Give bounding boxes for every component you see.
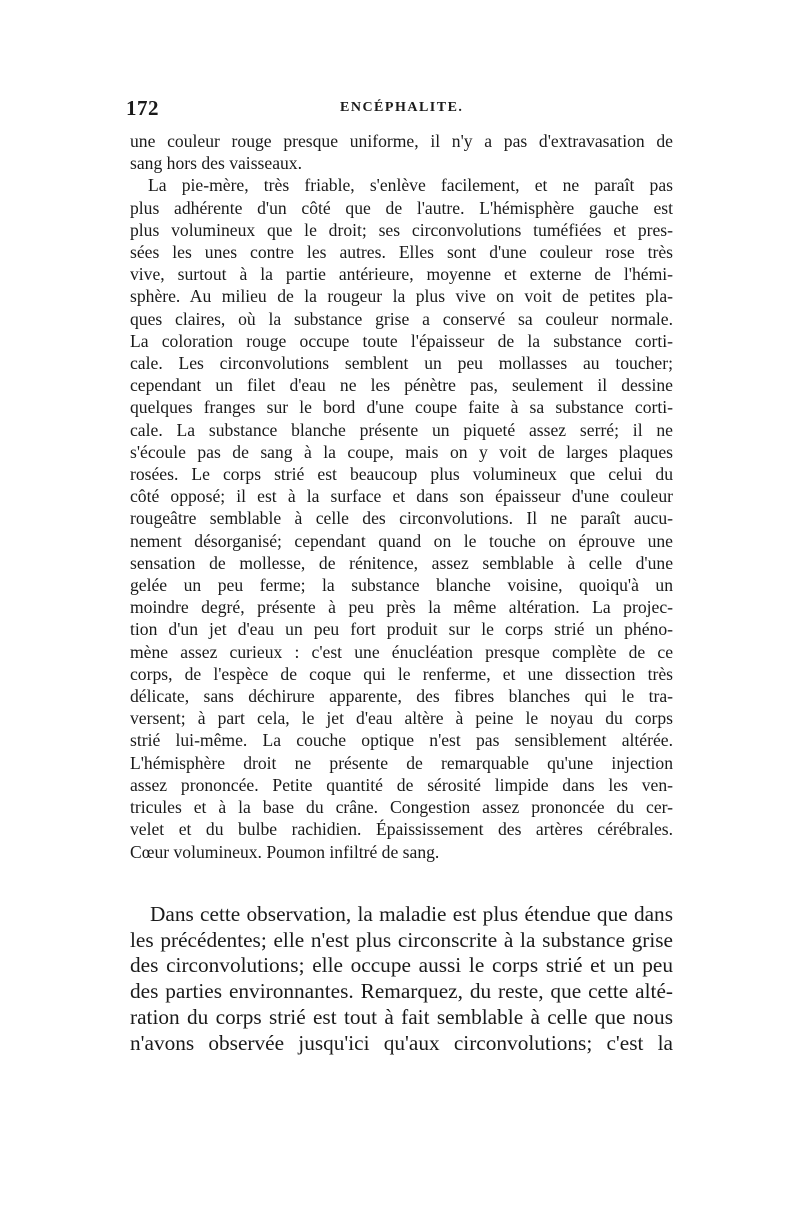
text-line: les précédentes; elle n'est plus circonscrite à la substance grise [130,927,673,952]
text-line: corps, de l'espèce de coque qui le renferme, et une dissection très [130,663,673,684]
text-line: délicate, sans déchirure apparente, des fibres blanches qui le tra- [130,686,673,707]
text-line: n'avons observée jusqu'ici qu'aux circonvolutions; c'est la [130,1030,673,1055]
text-line: versent; à part cela, le jet d'eau altère à peine le noyau du corps [130,708,673,729]
text-line: rosées. Le corps strié est beaucoup plus volumineux que celui du [130,464,673,485]
page-number: 172 [126,96,159,120]
text-line: sphère. Au milieu de la rougeur la plus vive on voit de petites pla- [130,286,673,307]
text-line: strié lui-même. La couche optique n'est pas sensiblement altérée. [130,730,673,751]
text-line: plus adhérente d'un côté que de l'autre. L'hémisphère gauche est [130,197,673,218]
text-line: tion d'un jet d'eau un peu fort produit sur le corps strié un phéno- [130,619,673,640]
text-line: cependant un filet d'eau ne les pénètre pas, seulement il dessine [130,375,673,396]
text-line: gelée un peu ferme; la substance blanche voisine, quoiqu'à un [130,575,673,596]
text-line: des parties environnantes. Remarquez, du reste, que cette alté- [130,979,673,1004]
text-line: une couleur rouge presque uniforme, il n'y a pas d'extravasation de [130,131,673,151]
text-line: Cœur volumineux. Poumon infiltré de sang. [130,841,440,862]
text-line: Dans cette observation, la maladie est plus étendue que dans [150,902,673,926]
text-line: cale. Les circonvolutions semblent un peu mollasses au toucher; [130,353,673,374]
text-line: sang hors des vaisseaux. [130,153,302,174]
text-line: moindre degré, présente à peu près la même altération. La projec- [130,597,673,618]
text-line: sées les unes contre les autres. Elles sont d'une couleur rose très [130,242,673,263]
text-line: nement désorganisé; cependant quand on le touche on éprouve une [130,530,673,551]
text-line: La pie-mère, très friable, s'enlève facilement, et ne paraît pas [148,175,673,196]
running-head [126,96,676,122]
text-line: vive, surtout à la partie antérieure, moyenne et externe de l'hémi- [130,264,673,285]
text-line: plus volumineux que le droit; ses circonvolutions tuméfiées et pres- [130,219,673,240]
text-line: La coloration rouge occupe toute l'épaisseur de la substance corti- [130,330,673,351]
text-line: velet et du bulbe rachidien. Épaississement des artères cérébrales. [130,819,673,840]
text-line: sensation de mollesse, de rénitence, assez semblable à celle d'une [130,552,673,573]
text-line: tricules et à la base du crâne. Congestion assez prononcée du cer- [130,797,673,818]
text-line: côté opposé; il est à la surface et dans son épaisseur d'une couleur [130,486,673,507]
text-line: ration du corps strié est tout à fait semblable à celle que nous [130,1004,673,1029]
running-title: ENCÉPHALITE. [340,100,464,115]
text-line: L'hémisphère droit ne présente de remarquable qu'une injection [130,752,673,773]
text-line: rougeâtre semblable à celle des circonvolutions. Il ne paraît aucu- [130,508,673,529]
text-line: quelques franges sur le bord d'une coupe faite à sa substance corti- [130,397,673,418]
text-line: ques claires, où la substance grise a conservé sa couleur normale. [130,308,673,329]
case-report-text [130,130,673,863]
commentary-paragraph [130,902,673,1056]
text-line: mène assez curieux : c'est une énucléation presque complète de ce [130,641,673,662]
text-line: cale. La substance blanche présente un piqueté assez serré; il ne [130,419,673,440]
text-line: s'écoule pas de sang à la coupe, mais on y voit de larges plaques [130,441,673,462]
text-line: assez prononcée. Petite quantité de sérosité limpide dans les ven- [130,774,673,795]
text-line: des circonvolutions; elle occupe aussi le corps strié et un peu [130,953,673,978]
